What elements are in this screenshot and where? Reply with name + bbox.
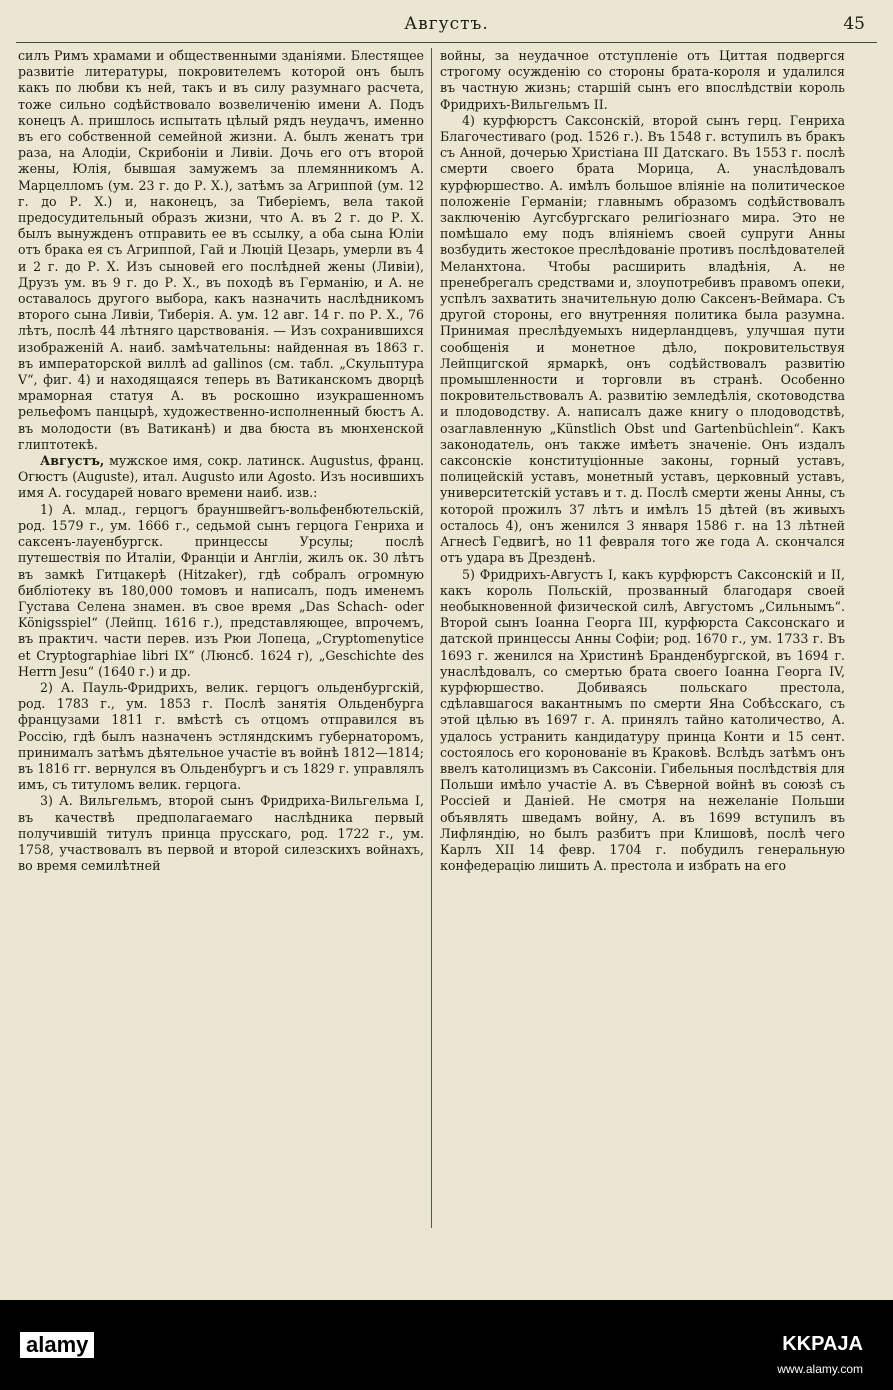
paragraph: войны, за неудачное отступленіе отъ Циттая подвергся строгому осужденію со стороны брата-короля и удалился въ частную жизнь; старшій сынъ его впослѣдствіи король Фридрихъ-Вильгельмъ II. <box>440 48 845 112</box>
watermark-url: www.alamy.com <box>777 1362 863 1376</box>
page-title: Августъ. <box>404 14 489 34</box>
paragraph: силъ Римъ храмами и общественными зданіями. Блестящее развитіе литературы, покровителемъ которой онъ былъ какъ по любви къ ней, такъ и въ силу разумнаго расчета, тоже сильно содѣйствовало возвеличенію имени А. Подъ конецъ А. пришлось испытать цѣлый рядъ неудачъ, именно въ его собственной семейной жизни. А. былъ женатъ три раза, на Алодіи, Скрибоніи и Ливіи. Дочь его отъ второй жены, Юлія, бывшая замужемъ за племянникомъ А. Марцелломъ (ум. 23 г. до Р. Х.), затѣмъ за Агриппой (ум. 12 г. до Р. Х.) и, наконецъ, за Тиберіемъ, вела такой предосудительный образъ жизни, что А. въ 2 г. до Р. Х. былъ вынужденъ отправить ее въ ссылку, а оба сына Юліи отъ брака ея съ Агриппой, Гай и Люцій Цезарь, умерли въ 4 и 2 г. до Р. Х. Изъ сыновей его послѣдней жены (Ливіи), Друзъ ум. въ 9 г. до Р. Х., въ походѣ въ Германію, и А. не оставалось другого выбора, какъ назначить наслѣдникомъ второго сына Ливіи, Тиберія. А. ум. 12 авг. 14 г. по Р. Х., 76 лѣтъ, послѣ 44 лѣтняго царствованія. — Изъ сохранившихся изображеній А. наиб. замѣчательны: найденная въ 1863 г. въ императорской виллѣ ad gallinos (см. табл. „Скульптура V“, фиг. 4) и находящаяся теперь въ Ватиканскомъ дворцѣ мраморная статуя А. въ роскошно изукрашенномъ рельефомъ панцырѣ, художественно-исполненный бюстъ А. въ молодости (въ Ватиканѣ) и два бюста въ мюнхенской глиптотекѣ. <box>18 48 424 452</box>
page-header <box>0 14 893 38</box>
paragraph: 3) А. Вильгельмъ, второй сынъ Фридриха-Вильгельма I, въ качествѣ предполагаемаго наслѣдника первый получившій титулъ принца прусскаго, род. 1722 г., ум. 1758, участвовалъ въ первой и второй силезскихъ войнахъ, во время семилѣтней <box>18 793 424 874</box>
watermark-bar <box>0 1300 893 1390</box>
image-id: KKPAJA <box>782 1333 863 1355</box>
paragraph: 1) А. млад., герцогъ брауншвейгъ-вольфенбютельскій, род. 1579 г., ум. 1666 г., седьмой сынъ герцога Генриха и саксенъ-лауенбургск. принцессы Урсулы; послѣ путешествія по Италіи, Франціи и Англіи, жилъ ок. 30 лѣтъ въ замкѣ Гитцакерѣ (Hitzaker), гдѣ собралъ огромную библіотеку въ 180,000 томовъ и написалъ, подъ именемъ Густава Селена знамен. въ свое время „Das Schach- oder Königsspiel“ (Лейпц. 1616 г.), представляющее, впрочемъ, въ практич. части перев. изъ Рюи Лопеца, „Cryptomenytice et Cryptographiae libri IX“ (Люнсб. 1624 г), „Geschichte des Herrn Jesu“ (1640 г.) и др. <box>18 501 424 679</box>
paragraph: 5) Фридрихъ-Августъ I, какъ курфюрстъ Саксонскій и II, какъ король Польскій, прозванный благодаря своей необыкновенной физической силѣ, Августомъ „Сильнымъ“. Второй сынъ Іоанна Георга III, курфюрста Саксонскаго и датской принцессы Анны Софіи; род. 1670 г., ум. 1733 г. Въ 1693 г. женился на Христинѣ Бранденбургской, въ 1694 г. унаслѣдовалъ, со смертью брата своего Іоанна Георга IV, курфюршество. Добиваясь польскаго престола, сдѣлавшагося вакантнымъ по смерти Яна Собѣсскаго, съ этой цѣлью въ 1697 г. А. принялъ тайно католичество, А. удалось устранить кандидатуру принца Конти и 15 сент. состоялось его коронованіе въ Краковѣ. Вслѣдъ затѣмъ онъ ввелъ католицизмъ въ Саксоніи. Гибельныя послѣдствія для Польши имѣло участіе А. въ Сѣверной войнѣ въ союзѣ съ Россіей и Даніей. Не смотря на нежеланіе Польши объявлять шведамъ войну, А. въ 1699 вступилъ въ Лифляндію, но былъ разбитъ при Клишовѣ, послѣ чего Карлъ XII 14 февр. 1704 г. побудилъ генеральную конфедерацію лишить А. престола и избрать на его <box>440 566 845 874</box>
header-rule <box>16 42 877 43</box>
column-divider <box>431 48 432 1228</box>
page-number: 45 <box>843 14 865 34</box>
entry-headword: Августъ, <box>40 453 105 469</box>
paragraph: 4) курфюрстъ Саксонскій, второй сынъ герц. Генриха Благочестиваго (род. 1526 г.). Въ 1548 г. вступилъ въ бракъ съ Анной, дочерью Христіана III Датскаго. Въ 1553 г. послѣ смерти своего брата Морица, А. унаслѣдовалъ курфюршество. А. имѣлъ большое вліяніе на политическое положеніе Германіи; главнымъ образомъ содѣйствовалъ заключенію Аугсбургскаго религіознаго мира. Это не помѣшало ему подъ вліяніемъ своей супруги Анны возбудить жестокое преслѣдованіе противъ послѣдователей Меланхтона. Чтобы расширить владѣнія, А. не пренебрегалъ средствами и, злоупотребивъ правомъ опеки, успѣлъ захватить значительную долю Саксенъ-Веймара. Съ другой стороны, его внутренняя политика была разумна. Принимая преслѣдуемыхъ нидерландцевъ, улучшая пути сообщенія и монетное дѣло, покровительствуя Лейпцигской ярмаркѣ, онъ содѣйствовалъ развитію промышленности и торговли въ странѣ. Особенно покровительствовалъ А. развитію земледѣлія, скотоводства и плодоводству. А. написалъ даже книгу о плодоводствѣ, озаглавленную „Künstlich Obst und Gartenbüchlein“. Какъ законодатель, онъ также имѣетъ значеніе. Онъ издалъ саксонскіе конституціонные законы, горный уставъ, полицейскій уставъ, монетный уставъ, церковный уставъ, университетскій уставъ и т. д. Послѣ смерти жены Анны, съ которой прожилъ 37 лѣтъ и имѣлъ 15 дѣтей (въ живыхъ осталось 4), онъ женился 3 января 1586 г. на 13 лѣтней Агнесѣ Гедвигѣ, но 11 февраля того же года А. скончался отъ удара въ Дрезденѣ. <box>440 112 845 566</box>
entry-paragraph: Августъ, мужское имя, сокр. латинск. Augustus, франц. Огюстъ (Auguste), итал. Augusto или Agosto. Изъ носившихъ имя А. государей новаго времени наиб. изв.: <box>18 453 424 501</box>
left-column <box>18 48 424 1228</box>
paragraph: 2) А. Пауль-Фридрихъ, велик. герцогъ ольденбургскій, род. 1783 г., ум. 1853 г. Послѣ занятія Ольденбурга французами 1811 г. вмѣстѣ съ отцомъ отправился въ Россію, гдѣ былъ назначенъ эстляндскимъ губернаторомъ, принималъ затѣмъ дѣятельное участіе въ войнѣ 1812—1814; въ 1816 гг. вернулся въ Ольденбургъ и съ 1829 г. управлялъ имъ, съ титуломъ велик. герцога. <box>18 679 424 793</box>
alamy-logo: alamy <box>20 1332 94 1358</box>
right-column <box>440 48 845 1228</box>
